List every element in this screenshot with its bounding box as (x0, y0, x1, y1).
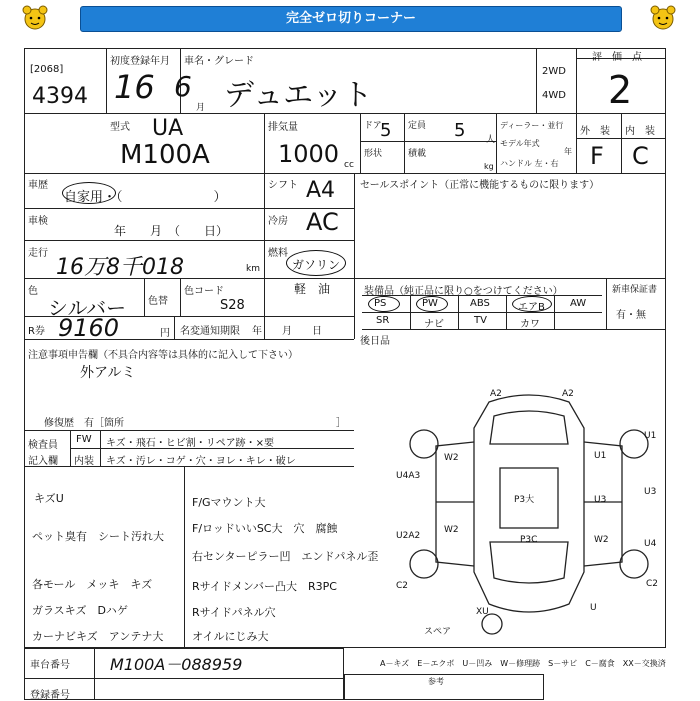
r-value: 9160 (58, 314, 120, 342)
dealer-label: ディーラー・並行 (500, 121, 564, 130)
diag-mark: スペア (424, 627, 452, 637)
inspector-label-1: 検査員 (28, 440, 58, 451)
color-change-label: 色替 (148, 296, 168, 307)
history-label: 車歴 (28, 180, 48, 191)
color-code-label: 色コード (184, 286, 224, 297)
handle-label: ハンドル 左・右 (500, 159, 559, 168)
diag-mark: U4 (644, 539, 657, 549)
aircon-label: 冷房 (268, 216, 288, 227)
equip-sr: SR (376, 315, 390, 326)
new-warranty-value: 有・無 (616, 310, 646, 321)
capacity-label: 定員 (408, 121, 427, 131)
fuel-diesel: 軽 油 (294, 282, 331, 296)
equip-ps: PS (374, 298, 387, 309)
in-value: キズ・汚レ・コゲ・穴・ヨレ・キレ・破レ (106, 456, 296, 467)
interior-grade: C (632, 142, 649, 170)
fourwd-label: 4WD (542, 90, 566, 101)
yen-unit: 円 (160, 328, 170, 339)
notes-value: 外アルミ (80, 365, 136, 381)
diag-mark: U (590, 603, 597, 613)
car-name: デュエット (224, 78, 373, 113)
shift-label: シフト (268, 180, 298, 191)
equip-navi: ナビ (424, 319, 444, 330)
rear-seat-label: 後日品 (360, 336, 390, 347)
sales-point-label: セールスポイント（正常に機能するものに限ります） (360, 180, 600, 191)
inspection-label: 車検 (28, 216, 48, 227)
km-unit: km (246, 264, 260, 274)
color-value: シルバー (48, 296, 127, 320)
load-label: 積載 (408, 149, 427, 159)
remark-right-6: オイルにじみ大 (192, 630, 269, 643)
score-value: 2 (608, 68, 633, 112)
shift-value: A4 (306, 178, 336, 203)
r-label: R券 (28, 326, 45, 337)
diag-mark: C2 (396, 581, 409, 591)
remark-left-5: カーナビキズ アンテナ大 (32, 630, 164, 643)
equip-pw: PW (422, 298, 438, 309)
diag-mark: A2 (562, 389, 574, 399)
remark-right-4: Rサイドメンバー凸大 R3PC (192, 580, 337, 593)
notes-label: 注意事項申告欄（不具合内容等は具体的に記入して下さい） (28, 350, 298, 361)
name-change-value: 年 月 日 (252, 326, 322, 337)
repair-close: ］ (336, 418, 346, 429)
mileage-value: 16万8千018 (56, 255, 184, 280)
reg-number-label: 登録番号 (30, 690, 70, 701)
remark-right-5: Rサイドパネル穴 (192, 606, 276, 619)
inspector-label-2: 記入欄 (28, 456, 58, 467)
bear-mascot-icon (648, 4, 678, 32)
shape-label: 形状 (364, 149, 383, 159)
exterior-label: 外 装 (580, 126, 610, 137)
fuel-label: 燃料 (268, 248, 288, 259)
mileage-label: 走行 (28, 248, 48, 259)
diag-mark: P3C (520, 535, 538, 545)
exterior-grade: F (590, 142, 604, 170)
auction-sheet (24, 48, 666, 700)
color-label: 色 (28, 286, 38, 297)
equip-airbag: エアB (518, 302, 545, 313)
chassis-label: 車台番号 (30, 660, 70, 671)
equipment-label: 装備品（純正品に限り○をつけてください） (364, 286, 563, 297)
ref-label: 参考 (428, 677, 444, 686)
remark-left-2: ペット臭有 シート汚れ大 (32, 530, 164, 543)
equip-tv: TV (474, 315, 487, 326)
diag-mark: C2 (646, 579, 659, 589)
displacement-value: 1000 (278, 140, 340, 168)
diag-mark: U4A3 (396, 471, 421, 481)
fw-label: FW (76, 434, 92, 445)
diag-mark: U1 (644, 431, 657, 441)
banner: 完全ゼロ切りコーナー (80, 6, 622, 32)
fw-value: キズ・飛石・ヒビ割・リペア跡・×要 (106, 438, 274, 449)
diag-mark: W2 (594, 535, 609, 545)
equip-leather: カワ (520, 319, 540, 330)
lot-number: 4394 (32, 84, 88, 109)
capacity-value: 5 (454, 120, 466, 141)
type-label: 型式 (110, 122, 130, 133)
equip-aw: AW (570, 298, 587, 309)
remark-left-1: キズU (34, 492, 64, 505)
diag-mark: XU (476, 607, 489, 617)
history-value: 自家用・（ ） (64, 190, 227, 205)
first-reg-year: 16 (114, 68, 155, 106)
remark-left-4: ガラスキズ Dハゲ (32, 604, 128, 617)
twowd-label: 2WD (542, 66, 566, 77)
kg-unit: kg (484, 162, 494, 171)
first-reg-label: 初度登録年月 (110, 56, 170, 67)
repair-label: 修復歴 有［箇所 (44, 418, 124, 429)
diag-mark: U3 (594, 495, 607, 505)
diag-mark: P3大 (514, 495, 535, 505)
reg-code: [2068] (30, 64, 64, 75)
bear-mascot-icon (20, 4, 50, 32)
diag-mark: W2 (444, 525, 459, 535)
diag-mark: W2 (444, 453, 459, 463)
month-unit: 月 (196, 103, 206, 113)
door-label: ドア (364, 121, 382, 131)
color-code: S28 (220, 298, 245, 313)
fuel-gas: ガソリン (292, 258, 341, 272)
score-label: 評 価 点 (592, 52, 642, 63)
new-warranty-label: 新車保証書 (612, 285, 658, 295)
damage-legend: A－キズ E－エクボ U－凹み W－修理跡 S－サビ C－腐食 XX－交換済 (380, 659, 666, 668)
displacement-label: 排気量 (268, 122, 298, 133)
remark-right-2: F/ロッドいいSC大 穴 腐蝕 (192, 522, 338, 535)
model-year-label: モデル年式 (500, 139, 540, 148)
inspection-value: 年 月 （ 日） (114, 224, 229, 238)
aircon-value: AC (306, 208, 339, 236)
diag-mark: U1 (594, 451, 607, 461)
equip-abs: ABS (470, 298, 490, 309)
door-value: 5 (380, 120, 392, 141)
first-reg-month: 6 (174, 70, 192, 103)
cc-unit: cc (344, 160, 354, 170)
type-value: M100A (120, 140, 210, 170)
remark-left-3: 各モール メッキ キズ (32, 578, 153, 591)
type-prefix: UA (152, 116, 184, 141)
diag-mark: U2A2 (396, 531, 421, 541)
diag-mark: A2 (490, 389, 502, 399)
interior-label: 内 装 (625, 126, 655, 137)
remark-right-3: 右センターピラー凹 エンドパネル歪 (192, 550, 379, 563)
in-label: 内装 (74, 456, 94, 467)
person-unit: 人 (486, 135, 496, 145)
year-unit: 年 (564, 147, 572, 156)
car-diagram (394, 382, 664, 642)
remark-right-1: F/Gマウント大 (192, 496, 266, 509)
diag-mark: U3 (644, 487, 657, 497)
car-name-label: 車名・グレード (184, 56, 254, 67)
name-change-label: 名変通知期限 (180, 326, 240, 337)
chassis-value: M100A－088959 (110, 655, 243, 674)
